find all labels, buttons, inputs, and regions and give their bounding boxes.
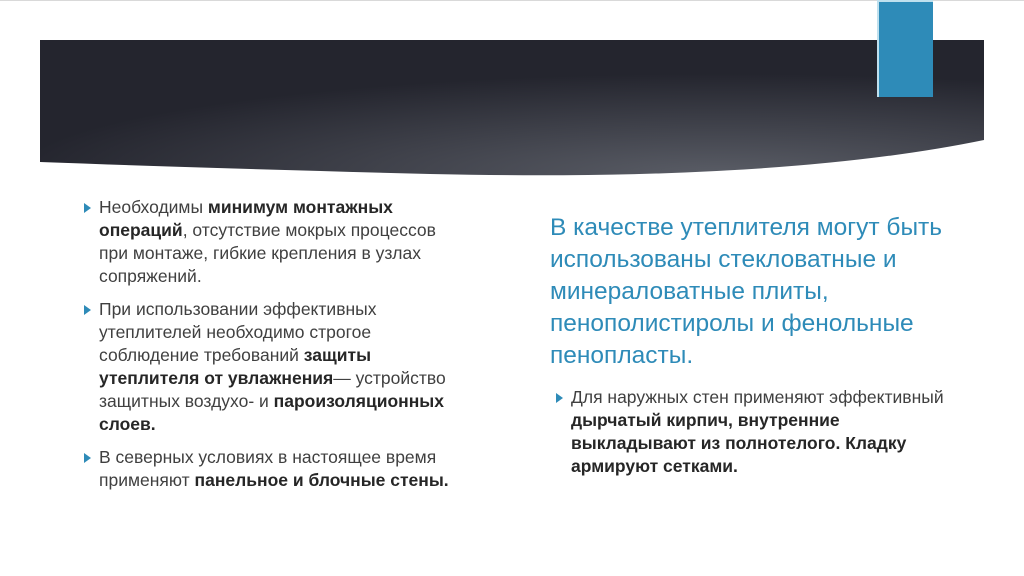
bullet-text: — устройство защитных воздухо- и [99,368,446,411]
bullet-text: В северных условиях в настоящее время применяют [99,447,437,490]
bullet-text-bold: панельное и блочные стены. [194,470,449,490]
left-content-column [84,196,464,502]
right-bullet-1 [556,386,950,478]
bullet-text-bold: минимум монтажных операций [99,197,393,240]
triangle-bullet-icon [556,393,563,403]
left-bullet-3 [84,446,464,492]
triangle-bullet-icon [84,453,91,463]
accent-tab [877,0,933,97]
bullet-text-bold: пароизоляционных слоев. [99,391,444,434]
triangle-bullet-icon [84,203,91,213]
bullet-text: Для наружных стен применяют эффективный [571,387,944,407]
bullet-text-bold: защиты утеплителя от увлажнения [99,345,372,388]
triangle-bullet-icon [84,305,91,315]
left-bullet-1 [84,196,464,288]
right-heading: В качестве утеплителя могут быть использованы стекловатные и минераловатные плиты, пенополистиролы и фенольные пенопласты. [550,214,943,369]
bullet-text: , отсутствие мокрых процессов при монтаже, гибкие крепления в узлах сопряжений. [99,220,436,286]
left-bullet-2 [84,298,464,436]
right-content-column [550,212,950,488]
bullet-text: Необходимы [99,197,208,217]
bullet-text-bold: дырчатый кирпич, внутренние выкладывают из полнотелого. Кладку армируют сетками. [571,410,907,476]
bullet-text: При использовании эффективных утеплителей необходимо строгое соблюдение требований [99,299,377,365]
